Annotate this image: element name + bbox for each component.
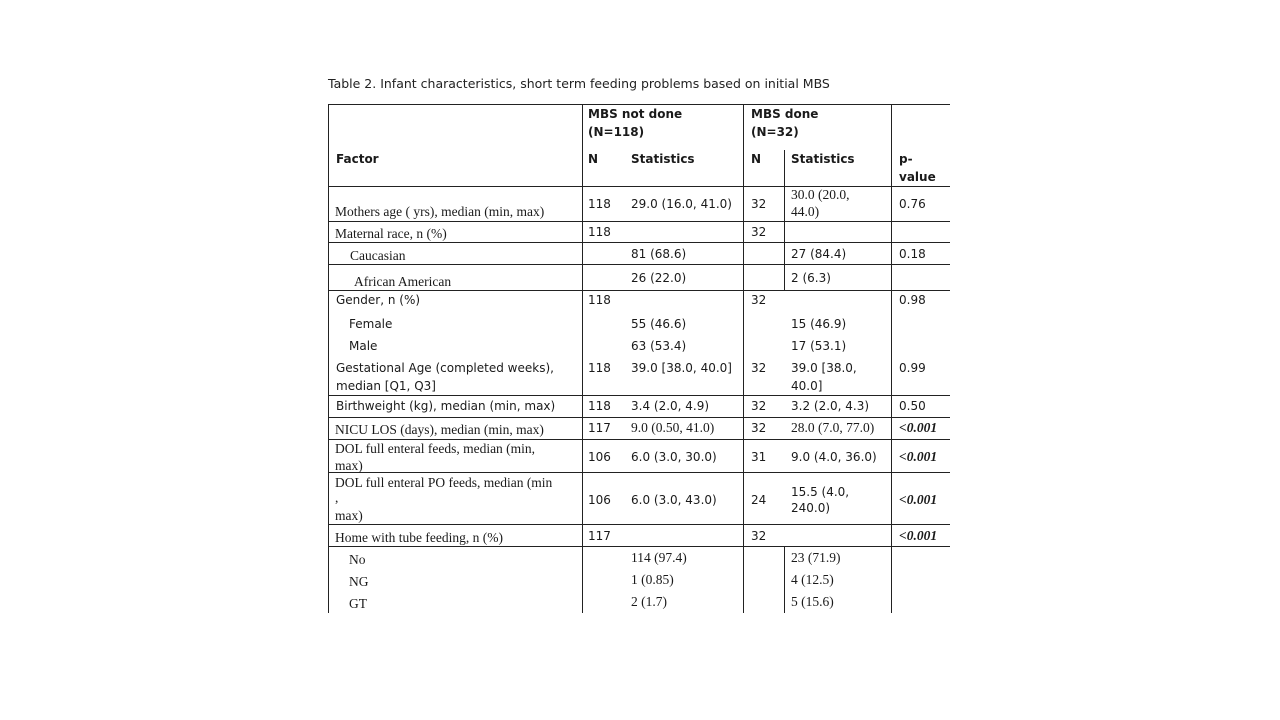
row-dol-enteral-n1: 106: [588, 450, 611, 464]
row-gt-factor: GT: [349, 596, 367, 611]
row-female-stats1: 55 (46.6): [631, 317, 687, 331]
row-dol-po-stats2: 15.5 (4.0,: [791, 485, 850, 499]
row-home-tube-n2: 32: [751, 529, 767, 543]
row-gender-pvalue: 0.98: [899, 293, 926, 307]
header-n1: N: [588, 152, 599, 166]
row-rule: [328, 439, 950, 440]
header-n2: N: [751, 152, 762, 166]
table-caption: Table 2. Infant characteristics, short term feeding problems based on initial MBS: [328, 76, 830, 91]
row-rule: [328, 221, 950, 222]
row-african-american-stats2: 2 (6.3): [791, 271, 831, 285]
row-mothers-age-pvalue: 0.76: [899, 197, 926, 211]
row-home-tube-n1: 117: [588, 529, 611, 543]
row-gest-age-n2: 32: [751, 361, 767, 375]
row-birthweight-n2: 32: [751, 399, 767, 413]
table-border-top: [328, 104, 950, 105]
row-birthweight-stats2: 3.2 (2.0, 4.3): [791, 399, 870, 413]
row-gest-age-factor-cont: median [Q1, Q3]: [336, 379, 436, 393]
row-birthweight-stats1: 3.4 (2.0, 4.9): [631, 399, 710, 413]
row-dol-enteral-factor-cont: max): [335, 458, 363, 473]
column-divider-stats2-upper: [784, 150, 785, 290]
row-dol-po-stats1: 6.0 (3.0, 43.0): [631, 493, 717, 507]
row-rule: [328, 417, 950, 418]
row-rule: [328, 524, 950, 525]
row-gest-age-stats1: 39.0 [38.0, 40.0]: [631, 361, 732, 375]
row-gender-n1: 118: [588, 293, 611, 307]
row-gt-stats2: 5 (15.6): [791, 594, 834, 609]
row-rule: [328, 546, 950, 547]
row-rule: [328, 395, 950, 396]
row-caucasian-factor: Caucasian: [350, 248, 406, 263]
row-birthweight-pvalue: 0.50: [899, 399, 926, 413]
row-male-factor: Male: [349, 339, 378, 353]
row-gest-age-pvalue: 0.99: [899, 361, 926, 375]
header-group1-title: MBS not done: [588, 107, 683, 121]
row-birthweight-factor: Birthweight (kg), median (min, max): [336, 399, 556, 413]
column-divider-pvalue: [891, 104, 892, 613]
row-caucasian-pvalue: 0.18: [899, 247, 926, 261]
table-border-left: [328, 104, 329, 613]
row-dol-enteral-n2: 31: [751, 450, 767, 464]
row-dol-po-pvalue: <0.001: [899, 492, 938, 507]
row-home-tube-pvalue: <0.001: [899, 528, 938, 543]
row-caucasian-stats1: 81 (68.6): [631, 247, 687, 261]
row-dol-enteral-pvalue: <0.001: [899, 449, 938, 464]
header-bottom-rule: [328, 186, 950, 187]
row-mothers-age-n2: 32: [751, 197, 767, 211]
row-gest-age-factor: Gestational Age (completed weeks),: [336, 361, 554, 375]
row-mothers-age-factor: Mothers age ( yrs), median (min, max): [335, 204, 545, 219]
row-rule: [328, 242, 950, 243]
row-gender-n2: 32: [751, 293, 767, 307]
header-stats1: Statistics: [631, 152, 695, 166]
row-mothers-age-stats2-cont: 44.0): [791, 204, 820, 219]
row-female-stats2: 15 (46.9): [791, 317, 847, 331]
row-male-stats1: 63 (53.4): [631, 339, 687, 353]
row-dol-po-n1: 106: [588, 493, 611, 507]
row-maternal-race-factor: Maternal race, n (%): [335, 226, 447, 241]
row-dol-po-factor-cont: ,: [335, 490, 339, 505]
row-ng-factor: NG: [349, 574, 369, 589]
column-divider-factor: [582, 104, 583, 613]
row-dol-po-n2: 24: [751, 493, 767, 507]
row-mothers-age-n1: 118: [588, 197, 611, 211]
row-gest-age-stats2: 39.0 [38.0,: [791, 361, 857, 375]
header-group2-count: (N=32): [751, 125, 799, 139]
row-rule: [328, 290, 950, 291]
row-dol-enteral-stats2: 9.0 (4.0, 36.0): [791, 450, 877, 464]
row-dol-po-factor: DOL full enteral PO feeds, median (min: [335, 475, 553, 490]
row-birthweight-n1: 118: [588, 399, 611, 413]
row-rule: [328, 472, 950, 473]
row-male-stats2: 17 (53.1): [791, 339, 847, 353]
row-dol-po-stats2-cont: 240.0): [791, 501, 831, 515]
header-pvalue-line1: p-: [899, 152, 913, 166]
row-african-american-stats1: 26 (22.0): [631, 271, 687, 285]
row-nicu-los-n2: 32: [751, 421, 767, 435]
row-home-tube-factor: Home with tube feeding, n (%): [335, 530, 503, 545]
header-group1-count: (N=118): [588, 125, 645, 139]
row-mothers-age-stats2: 30.0 (20.0,: [791, 187, 850, 202]
row-mothers-age-stats1: 29.0 (16.0, 41.0): [631, 197, 732, 211]
row-gest-age-stats2-cont: 40.0]: [791, 379, 823, 393]
row-gt-stats1: 2 (1.7): [631, 594, 667, 609]
row-dol-enteral-factor: DOL full enteral feeds, median (min,: [335, 441, 536, 456]
row-dol-po-factor-cont2: max): [335, 508, 363, 523]
header-stats2: Statistics: [791, 152, 855, 166]
column-divider-stats2-lower: [784, 547, 785, 613]
column-divider-groups: [743, 104, 744, 613]
characteristics-table: [328, 104, 950, 613]
row-nicu-los-n1: 117: [588, 421, 611, 435]
row-african-american-factor: African American: [354, 274, 452, 289]
header-pvalue-line2: value: [899, 170, 936, 184]
row-nicu-los-factor: NICU LOS (days), median (min, max): [335, 422, 544, 437]
row-maternal-race-n2: 32: [751, 225, 767, 239]
header-group2-title: MBS done: [751, 107, 819, 121]
row-nicu-los-pvalue: <0.001: [899, 420, 938, 435]
row-dol-enteral-stats1: 6.0 (3.0, 30.0): [631, 450, 717, 464]
row-caucasian-stats2: 27 (84.4): [791, 247, 847, 261]
row-gest-age-n1: 118: [588, 361, 611, 375]
row-ng-stats2: 4 (12.5): [791, 572, 834, 587]
row-female-factor: Female: [349, 317, 393, 331]
row-nicu-los-stats1: 9.0 (0.50, 41.0): [631, 420, 715, 435]
row-nicu-los-stats2: 28.0 (7.0, 77.0): [791, 420, 875, 435]
row-no-factor: No: [349, 552, 366, 567]
row-maternal-race-n1: 118: [588, 225, 611, 239]
row-gender-factor: Gender, n (%): [336, 293, 421, 307]
row-no-stats2: 23 (71.9): [791, 550, 841, 565]
row-ng-stats1: 1 (0.85): [631, 572, 674, 587]
row-no-stats1: 114 (97.4): [631, 550, 687, 565]
header-factor: Factor: [336, 152, 379, 166]
row-rule: [328, 264, 950, 265]
